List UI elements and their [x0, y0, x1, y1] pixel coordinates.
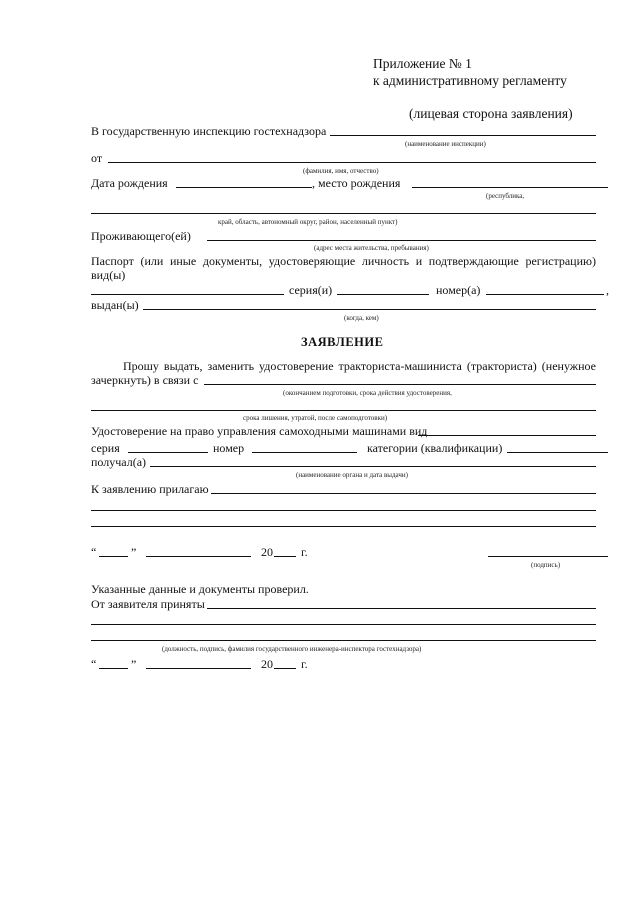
date2-day-field-line[interactable] [99, 668, 128, 669]
reason-caption-2: срока лишения, утратой, после самоподготовки) [243, 414, 388, 422]
reason-caption-1: (окончанием подготовки, срока действия удостоверения, [283, 389, 452, 397]
signature-field-line[interactable] [488, 556, 608, 557]
side-note: (лицевая сторона заявления) [409, 106, 573, 121]
reason-field-line[interactable] [204, 384, 596, 385]
license-category-label: категории (квалификации) [367, 441, 503, 455]
residence-label: Проживающего(ей) [91, 229, 191, 243]
received-caption: (наименование органа и дата выдачи) [296, 471, 408, 479]
request-text: Прошу выдать, заменить удостоверение тракториста-машиниста (тракториста) (ненужное [123, 359, 596, 373]
date-year-field-line[interactable] [274, 556, 296, 557]
date2-year-suffix: г. [301, 657, 308, 671]
accepted-field-line-2[interactable] [91, 624, 596, 625]
birth-date-field-line[interactable] [176, 187, 312, 188]
reason-field-line-2[interactable] [91, 410, 596, 411]
appendix-subtitle: к административному регламенту [373, 73, 567, 88]
date-year-prefix: 20 [261, 545, 273, 559]
passport-number-label: номер(а) [436, 283, 481, 297]
license-label: Удостоверение на право управления самоходными машинами вид [91, 424, 428, 438]
date2-quote-close: ” [131, 657, 137, 671]
date-month-field-line[interactable] [146, 556, 251, 557]
birth-date-label: Дата рождения [91, 176, 168, 190]
accepted-field-line-3[interactable] [91, 640, 596, 641]
birth-place-caption-2: край, область, автономный округ, район, населенный пункт) [218, 218, 398, 226]
issued-field-line[interactable] [143, 309, 596, 310]
date2-quote-open: “ [91, 657, 97, 671]
passport-series-label: серия(и) [289, 283, 333, 297]
inspector-caption: (должность, подпись, фамилия государственного инженера-инспектора гостехнадзора) [162, 645, 422, 653]
birth-place-field-line-2[interactable] [91, 213, 596, 214]
date2-year-prefix: 20 [261, 657, 273, 671]
date-year-suffix: г. [301, 545, 308, 559]
attach-field-line-2[interactable] [91, 510, 596, 511]
date-quote-close: ” [131, 545, 137, 559]
received-field-line[interactable] [150, 466, 596, 467]
birth-place-field-line[interactable] [412, 187, 608, 188]
from-label: от [91, 151, 103, 165]
received-label: получал(а) [91, 455, 147, 469]
checked-label: Указанные данные и документы проверил. [91, 582, 309, 596]
attach-label: К заявлению прилагаю [91, 482, 209, 496]
birth-place-label: , место рождения [312, 176, 401, 190]
passport-comma: , [606, 283, 609, 297]
inspection-caption: (наименование инспекции) [405, 140, 486, 148]
license-series-field-line[interactable] [128, 452, 208, 453]
license-number-label: номер [213, 441, 245, 455]
inspection-label: В государственную инспекцию гостехнадзора [91, 124, 327, 138]
date2-year-field-line[interactable] [274, 668, 296, 669]
request-text-2: зачеркнуть) в связи с [91, 373, 199, 387]
attach-field-line[interactable] [211, 493, 596, 494]
from-field-line[interactable] [108, 162, 596, 163]
appendix-title: Приложение № 1 [373, 56, 472, 71]
passport-kind-field-line[interactable] [91, 294, 284, 295]
license-kind-field-line[interactable] [418, 435, 596, 436]
issued-label: выдан(ы) [91, 298, 139, 312]
date-day-field-line[interactable] [99, 556, 128, 557]
passport-kind-label: вид(ы) [91, 268, 126, 282]
residence-field-line[interactable] [207, 240, 596, 241]
date2-month-field-line[interactable] [146, 668, 251, 669]
residence-caption: (адрес места жительства, пребывания) [314, 244, 429, 252]
accepted-label: От заявителя приняты [91, 597, 205, 611]
accepted-field-line[interactable] [207, 608, 596, 609]
birth-place-caption-1: (республика, [486, 192, 525, 200]
date-quote-open: “ [91, 545, 97, 559]
license-category-field-line[interactable] [507, 452, 608, 453]
attach-field-line-3[interactable] [91, 526, 596, 527]
license-number-field-line[interactable] [252, 452, 357, 453]
passport-series-field-line[interactable] [337, 294, 429, 295]
signature-caption: (подпись) [531, 561, 561, 569]
inspection-field-line[interactable] [330, 135, 596, 136]
license-series-label: серия [91, 441, 120, 455]
statement-title: ЗАЯВЛЕНИЕ [301, 335, 384, 349]
passport-number-field-line[interactable] [486, 294, 604, 295]
passport-label: Паспорт (или иные документы, удостоверяющие личность и подтверждающие регистрацию) [91, 254, 596, 268]
from-caption: (фамилия, имя, отчество) [303, 167, 379, 175]
issued-caption: (когда, кем) [344, 314, 379, 322]
